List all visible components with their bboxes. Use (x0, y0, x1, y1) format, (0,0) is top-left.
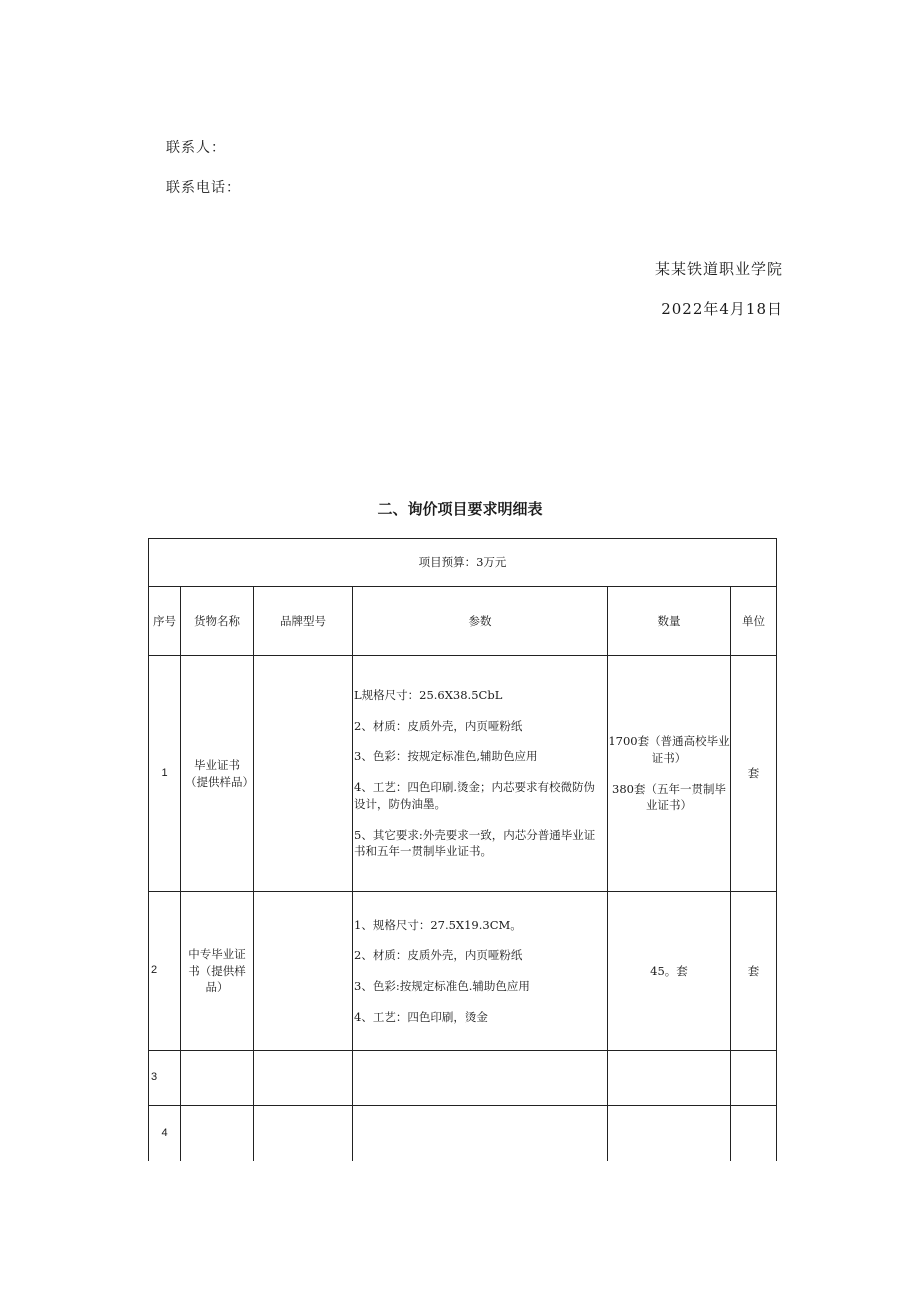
row-brand (254, 656, 353, 892)
table-row (149, 892, 777, 1051)
contact-person-label: 联系人： (166, 140, 226, 156)
row-goods-name (181, 1051, 254, 1106)
header-params: 参数 (353, 587, 608, 656)
row-qty (608, 892, 731, 1051)
header-qty: 数量 (608, 587, 731, 656)
row-seq: 2 (149, 892, 181, 1051)
param-line: 5、其它要求:外壳要求一致，内芯分普通毕业证书和五年一贯制毕业证书。 (354, 827, 596, 859)
row-unit: 套 (731, 656, 777, 892)
param-line: 3、色彩:按规定标准色.辅助色应用 (354, 979, 530, 993)
row-params (353, 1051, 608, 1106)
table-row (149, 1051, 777, 1106)
row-unit (731, 1051, 777, 1106)
requirements-table (148, 538, 777, 1161)
header-brand: 品牌型号 (254, 587, 353, 656)
budget-cell: 项目预算：3万元 (149, 539, 777, 587)
qty-line: 1700套（普通高校毕业证书） (608, 734, 730, 765)
row-params (353, 1106, 608, 1162)
qty-line: 380套（五年一贯制毕业证书） (612, 781, 726, 813)
table-header-row (149, 587, 777, 656)
row-unit (731, 1106, 777, 1162)
param-line: 4、工艺：四色印刷，烫金 (354, 1009, 488, 1024)
row-params (353, 656, 608, 892)
row-unit: 套 (731, 892, 777, 1051)
section-title: 二、询价项目要求明细表 (377, 500, 543, 518)
table-row (149, 656, 777, 892)
row-qty (608, 1106, 731, 1162)
header-unit: 单位 (731, 587, 777, 656)
header-seq: 序号 (149, 587, 181, 656)
row-brand (254, 892, 353, 1051)
param-line: 4、工艺：四色印刷.烫金；内芯要求有校微防伪设计，防伪油墨。 (354, 780, 595, 811)
row-seq: 4 (149, 1106, 181, 1162)
row-brand (254, 1106, 353, 1162)
table-row (149, 1106, 777, 1162)
row-qty (608, 656, 731, 892)
row-brand (254, 1051, 353, 1106)
param-line: 2、材质：皮质外壳，内页哑粉纸 (354, 718, 523, 733)
row-seq: 3 (149, 1051, 181, 1106)
row-params (353, 892, 608, 1051)
row-seq: 1 (149, 656, 181, 892)
row-goods-name: 毕业证书（提供样品） (181, 656, 254, 892)
contact-phone-label: 联系电话： (166, 180, 241, 196)
header-name: 货物名称 (181, 587, 254, 656)
param-line: 3、色彩：按规定标准色,辅助色应用 (354, 749, 538, 764)
document-date: 2022年4月18日 (661, 300, 783, 318)
param-line: 2、材质：皮质外壳，内页哑粉纸 (354, 948, 523, 963)
organization-name: 某某铁道职业学院 (654, 260, 783, 278)
row-goods-name (181, 1106, 254, 1162)
param-line: 1、规格尺寸：27.5X19.3CM。 (354, 917, 522, 932)
row-qty (608, 1051, 731, 1106)
qty-line: 45。套 (650, 963, 688, 978)
param-line: L规格尺寸：25.6X38.5CbL (354, 688, 503, 703)
row-goods-name: 中专毕业证书（提供样品） (181, 892, 254, 1051)
